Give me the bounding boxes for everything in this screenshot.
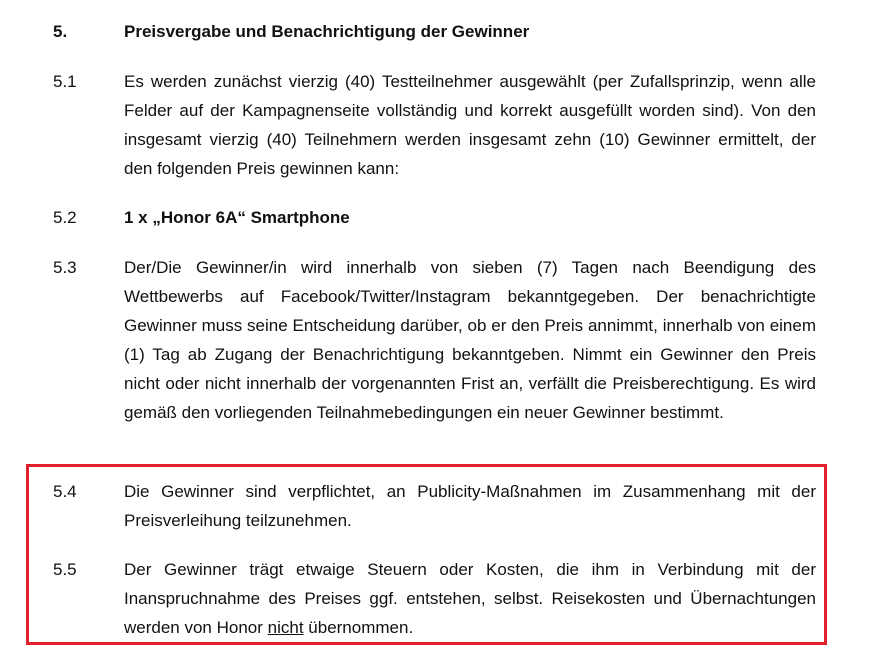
clause-number: 5.2 <box>53 208 77 227</box>
clause-text: Die Gewinner sind verpflichtet, an Publicity-Maßnahmen im Zusammenhang mit der Preisverleihung teilzunehmen. <box>124 482 816 530</box>
clause-text: 1 x „Honor 6A“ Smartphone <box>124 208 350 227</box>
clause-text-before: Der Gewinner trägt etwaige Steuern oder Kosten, die ihm in Verbindung mit der Inanspruchnahme des Preises ggf. entstehen, selbst. Reisekosten und Übernachtungen werden von Honor <box>124 560 816 637</box>
clause-number: 5.4 <box>53 482 77 501</box>
clause-text <box>124 555 816 642</box>
clause-text: Der/Die Gewinner/in wird innerhalb von sieben (7) Tagen nach Beendigung des Wettbewerbs auf Facebook/Twitter/Instagram bekanntgegeben. Der benachrichtigte Gewinner muss seine Entscheidung darüber, ob er den Preis annimmt, innerhalb von einem (1) Tag ab Zugang der Benachrichtigung bekanntgeben. Nimmt ein Gewinner den Preis nicht oder nicht innerhalb der vorgenannten Frist an, verfällt die Preisberechtigung. Es wird gemäß den vorliegenden Teilnahmebedingungen ein neuer Gewinner bestimmt. <box>124 258 816 422</box>
clause-number: 5.5 <box>53 560 77 579</box>
clause-number: 5.3 <box>53 258 77 277</box>
clause-text: Es werden zunächst vierzig (40) Testteilnehmer ausgewählt (per Zufallsprinzip, wenn alle Felder auf der Kampagnenseite vollständig und korrekt ausgefüllt worden sind). Von den insgesamt vierzig (40) Teilnehmern werden insgesamt zehn (10) Gewinner ermittelt, der den folgenden Preis gewinnen kann: <box>124 72 816 178</box>
clause-text-after: übernommen. <box>303 618 414 637</box>
heading-number: 5. <box>53 22 68 41</box>
heading-title: Preisvergabe und Benachrichtigung der Gewinner <box>124 22 530 41</box>
clause-text-underlined: nicht <box>267 618 304 637</box>
clause-number: 5.1 <box>53 72 77 91</box>
